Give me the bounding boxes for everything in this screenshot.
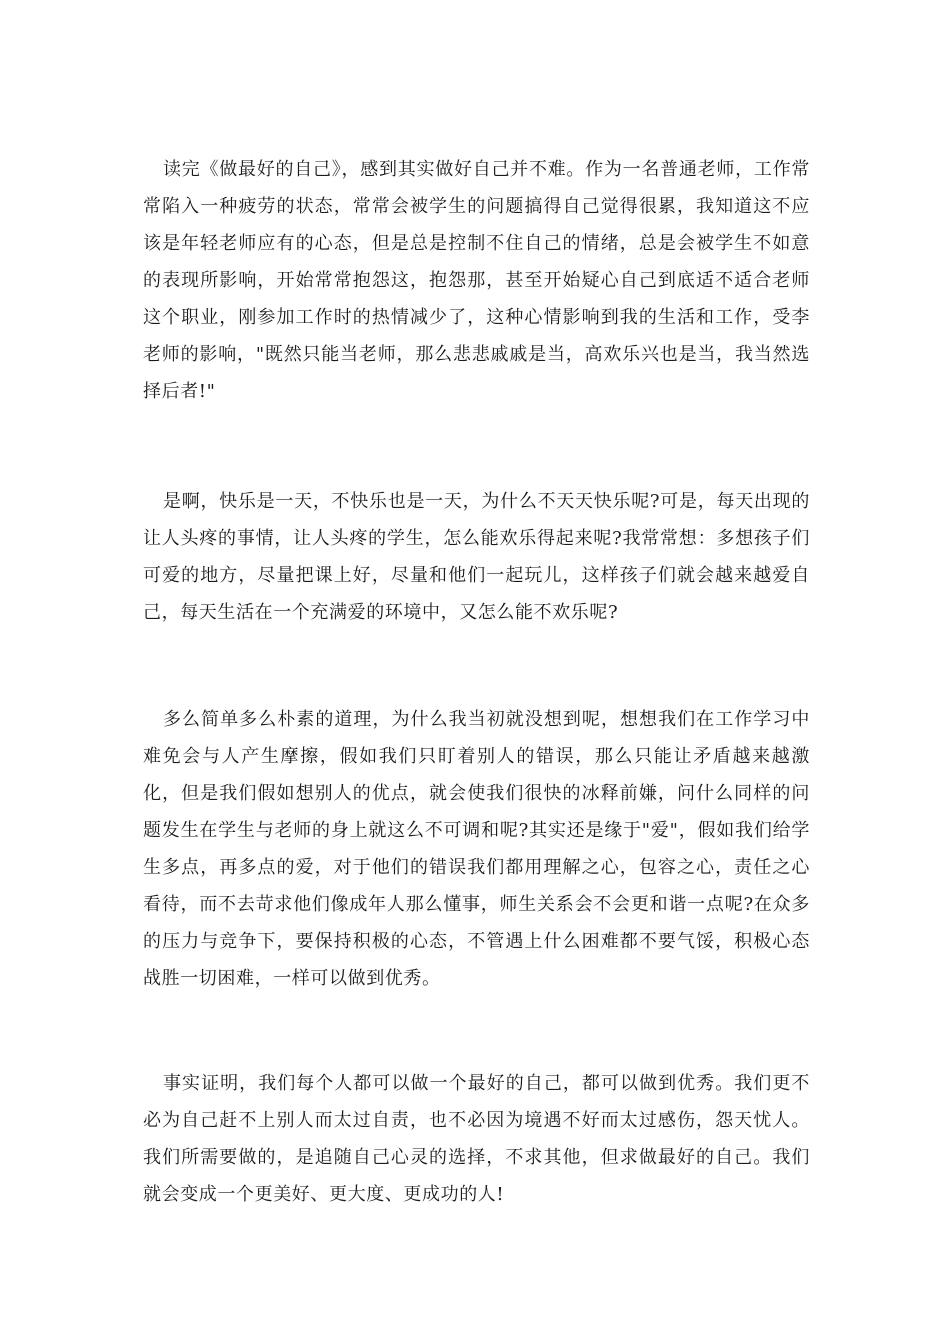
paragraph-4: 事实证明，我们每个人都可以做一个最好的自己，都可以做到优秀。我们更不必为自己赶不上别人而太过自责，也不必因为境遇不好而太过感伤，怨天忧人。我们所需要做的，是追随自己心灵的选择，不求其他，但求做最好的自己。我们就会变成一个更美好、更大度、更成功的人! bbox=[143, 1073, 810, 1205]
paragraph-3: 多么简单多么朴素的道理，为什么我当初就没想到呢，想想我们在工作学习中难免会与人产生摩擦，假如我们只盯着别人的错误，那么只能让矛盾越来越激化，但是我们假如想别人的优点，就会使我们很快的冰释前嫌，问什么同样的问题发生在学生与老师的身上就这么不可调和呢?其实还是缘于"爱"，假如我们给学生多点，再多点的爱，对于他们的错误我们都用理解之心，包容之心，责任之心看待，而不去苛求他们像成年人那么懂事，师生关系会不会更和谐一点呢?在众多的压力与竞争下，要保持积极的心态，不管遇上什么困难都不要气馁，积极心态战胜一切困难，一样可以做到优秀。 bbox=[143, 709, 810, 989]
paragraph-1: 读完《做最好的自己》，感到其实做好自己并不难。作为一名普通老师，工作常常陷入一种疲劳的状态，常常会被学生的问题搞得自己觉得很累，我知道这不应该是年轻老师应有的心态，但是总是控制不住自己的情绪，总是会被学生不如意的表现所影响，开始常常抱怨这，抱怨那，甚至开始疑心自己到底适不适合老师这个职业，刚参加工作时的热情减少了，这种心情影响到我的生活和工作，受李老师的影响，"既然只能当老师，那么悲悲戚戚是当，高欢乐兴也是当，我当然选择后者!" bbox=[143, 159, 810, 402]
paragraph-2: 是啊，快乐是一天，不快乐也是一天，为什么不天天快乐呢?可是，每天出现的让人头疼的事情，让人头疼的学生，怎么能欢乐得起来呢?我常常想：多想孩子们可爱的地方，尽量把课上好，尽量和他们一起玩儿，这样孩子们就会越来越爱自己，每天生活在一个充满爱的环境中，又怎么能不欢乐呢? bbox=[143, 491, 810, 623]
